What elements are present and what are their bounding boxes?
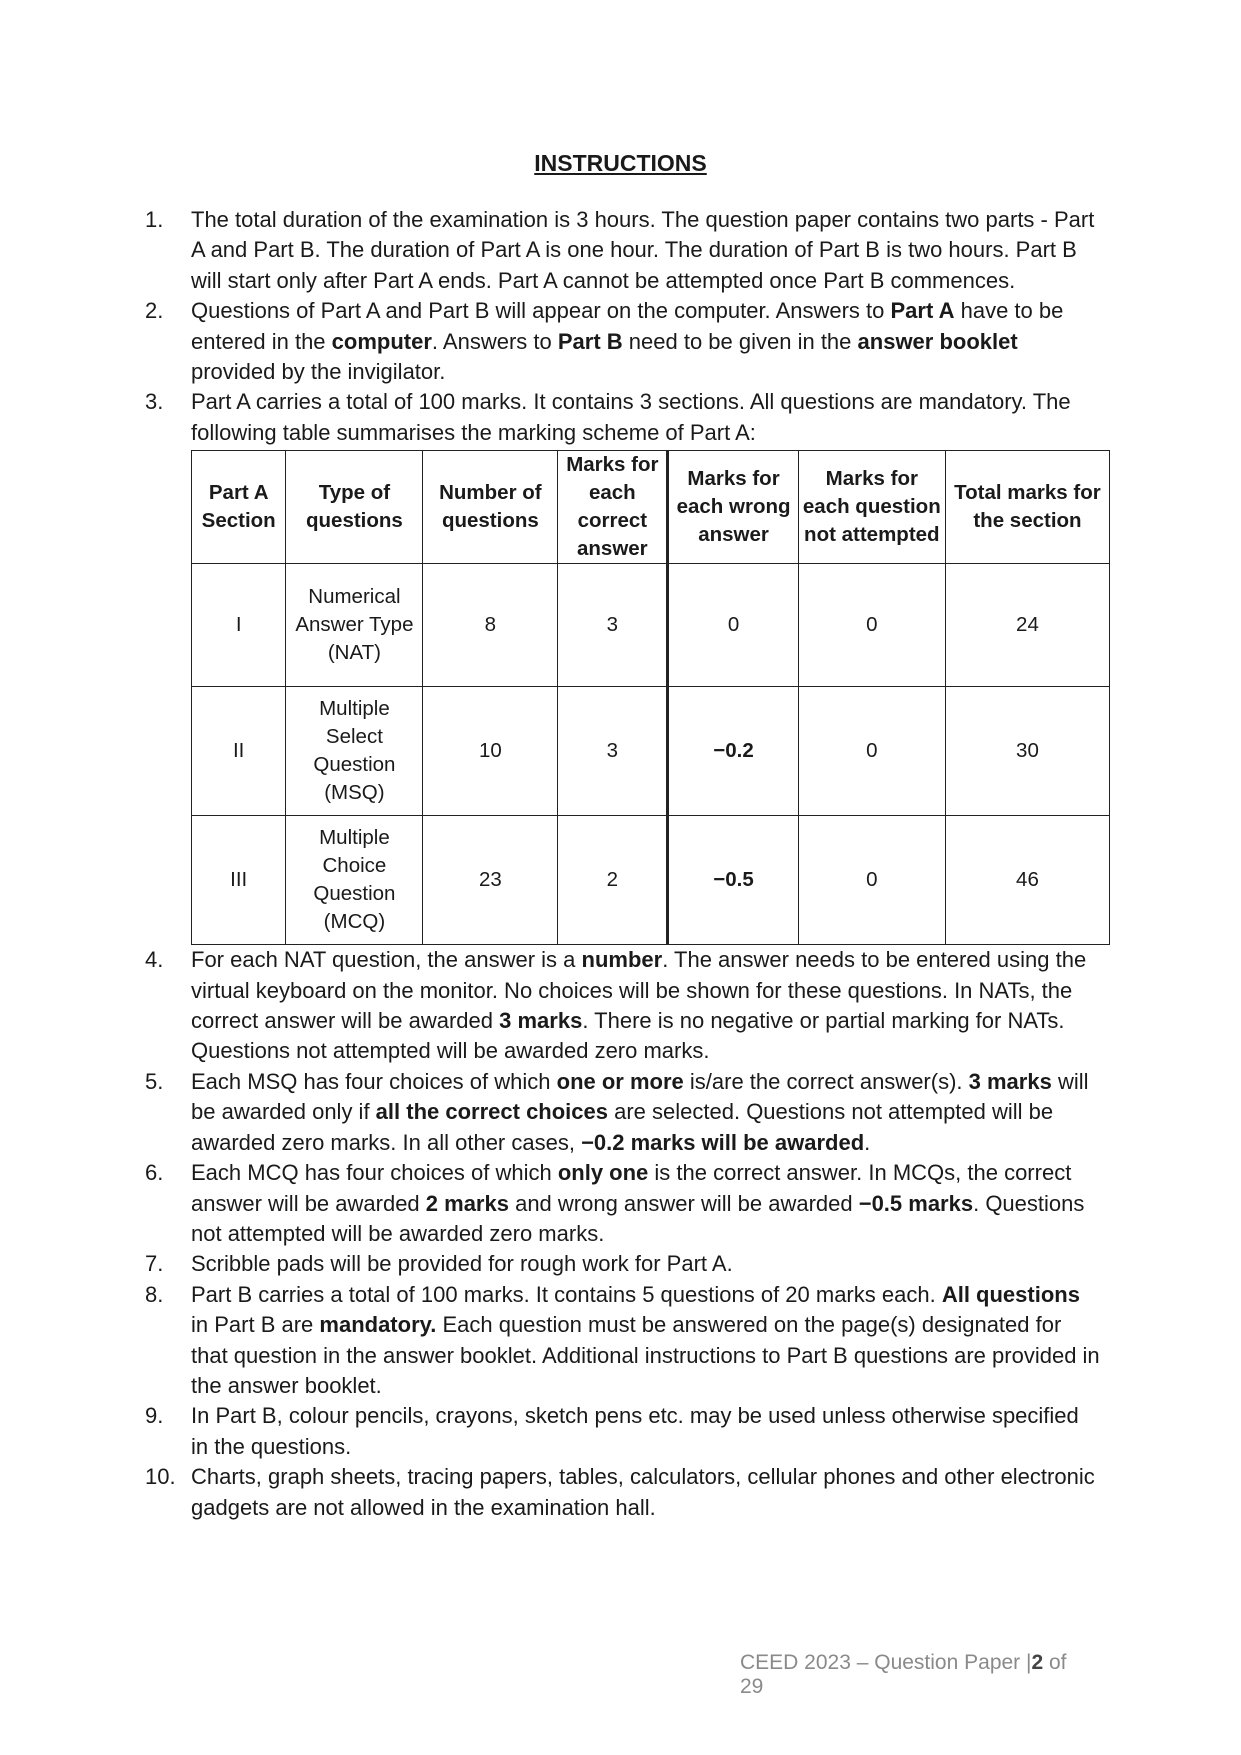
text-segment: and wrong answer will be awarded (508, 1190, 859, 1216)
bold-text: All questions (941, 1281, 1080, 1307)
text-segment: Charts, graph sheets, tracing papers, tables, calculators, cellular phones and other electronic gadgets are not allowed in the examination hall. (191, 1464, 1095, 1520)
table-cell: I (192, 564, 286, 687)
text-segment: will be awarded only if (191, 1068, 1089, 1125)
table-cell: 3 (558, 564, 668, 687)
table-cell: 24 (945, 564, 1109, 687)
bold-text: mandatory. (319, 1312, 437, 1338)
table-cell: 30 (945, 687, 1109, 816)
table-cell: 8 (423, 564, 558, 687)
instruction-item (0, 205, 1101, 296)
instruction-number: 9. (145, 1403, 164, 1429)
table-cell: −0.2 (668, 687, 798, 816)
instruction-number: 1. (145, 207, 164, 232)
bold-text: only one (557, 1160, 649, 1186)
column-header: Part A Section (192, 451, 286, 564)
text-segment: . Answers to (431, 328, 558, 354)
bold-text: number (581, 947, 663, 973)
text-segment: The total duration of the examination is 3 hours. The question paper contains two parts - Part A and Part B. The duration of Part A is one hour. The duration of Part B is two hours. Part B will start only after Part A ends. Part A cannot be attempted once Part B commences. (191, 207, 1095, 293)
text-segment: Part B carries a total of 100 marks. It contains 5 questions of 20 marks each. (191, 1281, 942, 1307)
marking-scheme-table (191, 450, 1110, 945)
bold-text: all the correct choices (375, 1099, 608, 1125)
instruction-number: 3. (145, 389, 164, 415)
instruction-text (191, 207, 1094, 293)
instruction-text (191, 947, 1086, 1063)
bold-text: −0.5 marks (858, 1190, 974, 1216)
instruction-number: 8. (145, 1281, 164, 1307)
instruction-number: 7. (145, 1251, 164, 1277)
text-segment: is/are the correct answer(s). (683, 1068, 969, 1094)
text-segment: . (864, 1129, 871, 1155)
column-header: Marks for each question not attempted (798, 451, 945, 564)
table-cell: Numerical Answer Type (NAT) (286, 564, 423, 687)
footer-page-number: 2 (1031, 1651, 1044, 1674)
column-header: Marks for each wrong answer (668, 451, 798, 564)
table-row (192, 687, 1110, 816)
bold-text: computer (331, 328, 432, 354)
text-segment: In Part B, colour pencils, crayons, sketch pens etc. may be used unless otherwise specified in the questions. (191, 1403, 1079, 1459)
instruction-item (0, 1249, 1101, 1279)
bold-text: −0.2 marks will be awarded (581, 1129, 865, 1155)
page-footer (740, 1651, 1090, 1699)
instruction-item (0, 296, 1101, 387)
footer-text: CEED 2023 – Question Paper | (740, 1651, 1032, 1674)
instruction-item (0, 1462, 1101, 1523)
text-segment: are selected. Questions not attempted will be awarded zero marks. In all other cases, (191, 1099, 1054, 1155)
instruction-item (0, 1401, 1101, 1462)
instruction-text (191, 1160, 1084, 1246)
table-row (192, 816, 1110, 945)
text-segment: Scribble pads will be provided for rough work for Part A. (191, 1251, 733, 1277)
table-cell: 23 (423, 816, 558, 945)
bold-text: one or more (556, 1068, 684, 1094)
instruction-number: 5. (145, 1068, 164, 1094)
text-segment: Each question must be answered on the page(s) designated for that question in the answer booklet. Additional instructions to Part B questions are provided in the answer booklet. (191, 1312, 1100, 1398)
bold-text: 3 marks (499, 1008, 583, 1034)
column-header: Total marks for the section (945, 451, 1109, 564)
instruction-item (0, 945, 1101, 1067)
bold-text: Part B (557, 328, 623, 354)
table-cell: II (192, 687, 286, 816)
table-cell: 3 (558, 687, 668, 816)
column-header: Marks for each correct answer (558, 451, 668, 564)
table-cell: 10 (423, 687, 558, 816)
table-cell: 0 (798, 564, 945, 687)
instruction-item (0, 387, 1101, 945)
table-cell: Multiple Choice Question (MCQ) (286, 816, 423, 945)
instruction-text (191, 1251, 733, 1276)
instruction-number: 10. (145, 1464, 176, 1490)
text-segment: . Questions not attempted will be awarded zero marks. (191, 1190, 1085, 1246)
instruction-text (191, 1403, 1079, 1458)
table-header-row (192, 451, 1110, 564)
table-cell: 0 (798, 816, 945, 945)
text-segment: need to be given in the (622, 328, 858, 354)
instruction-text (191, 1069, 1089, 1155)
table-row (192, 564, 1110, 687)
table-cell: Multiple Select Question (MSQ) (286, 687, 423, 816)
table-cell: −0.5 (668, 816, 798, 945)
instruction-text (191, 1282, 1100, 1398)
text-segment: Each MSQ has four choices of which (191, 1068, 557, 1094)
text-segment: Each MCQ has four choices of which (191, 1160, 558, 1186)
bold-text: 2 marks (425, 1190, 509, 1216)
text-segment: is the correct answer. In MCQs, the correct answer will be awarded (191, 1160, 1072, 1216)
instruction-item (0, 1158, 1101, 1249)
instruction-text (191, 1464, 1095, 1519)
instruction-number: 6. (145, 1160, 164, 1186)
footer-page-total: of 29 (740, 1651, 1067, 1698)
instruction-item (0, 1067, 1101, 1158)
instruction-number: 2. (145, 298, 164, 324)
instruction-text (191, 389, 1071, 444)
instructions-list (0, 205, 1241, 1523)
instruction-item (0, 1280, 1101, 1402)
text-segment: have to be entered in the (191, 298, 1064, 354)
column-header: Type of questions (286, 451, 423, 564)
table-cell: 0 (668, 564, 798, 687)
page-title: INSTRUCTIONS (534, 150, 707, 176)
text-segment: . There is no negative or partial marking for NATs. Questions not attempted will be awarded zero marks. (191, 1008, 1065, 1064)
instruction-text (191, 298, 1063, 384)
instruction-number: 4. (145, 947, 164, 973)
bold-text: Part A (890, 298, 955, 324)
text-segment: For each NAT question, the answer is a (191, 947, 582, 973)
bold-text: answer booklet (857, 328, 1018, 354)
table-cell: 46 (945, 816, 1109, 945)
table-cell: III (192, 816, 286, 945)
table-cell: 0 (798, 687, 945, 816)
column-header: Number of questions (423, 451, 558, 564)
text-segment: Questions of Part A and Part B will appear on the computer. Answers to (191, 298, 891, 324)
text-segment: provided by the invigilator. (191, 359, 446, 385)
text-segment: Part A carries a total of 100 marks. It contains 3 sections. All questions are mandatory. The following table summarises the marking scheme of Part A: (191, 389, 1071, 445)
table-cell: 2 (558, 816, 668, 945)
text-segment: . The answer needs to be entered using the virtual keyboard on the monitor. No choices will be shown for these questions. In NATs, the correct answer will be awarded (191, 947, 1087, 1034)
bold-text: 3 marks (968, 1068, 1052, 1094)
text-segment: in Part B are (191, 1312, 320, 1338)
